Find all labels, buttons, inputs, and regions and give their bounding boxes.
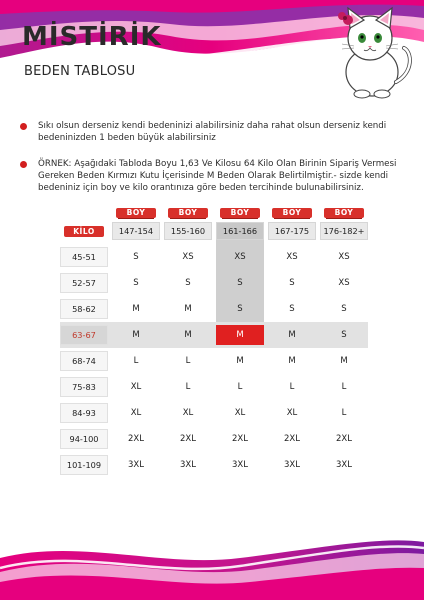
- size-cell: L: [185, 356, 191, 366]
- cat-mascot-icon: [326, 2, 418, 102]
- size-cell: S: [133, 278, 139, 288]
- size-cell: S: [185, 278, 191, 288]
- size-cell: 2XL: [128, 434, 144, 444]
- size-cell: S: [289, 304, 295, 314]
- size-cell: M: [184, 330, 192, 340]
- size-cell: L: [341, 408, 347, 418]
- weight-range-cell: 101-109: [60, 455, 108, 475]
- size-cell: L: [341, 382, 347, 392]
- size-cell: M: [236, 356, 244, 366]
- weight-range-cell: 68-74: [60, 351, 108, 371]
- size-cell: L: [133, 356, 139, 366]
- size-cell: M: [132, 304, 140, 314]
- size-cell: XL: [182, 408, 194, 418]
- boy-badge: BOY: [116, 208, 156, 218]
- size-cell: 3XL: [284, 460, 300, 470]
- size-cell: XL: [286, 408, 298, 418]
- size-cell: S: [237, 278, 243, 288]
- size-cell: M: [132, 330, 140, 340]
- weight-range-cell: 94-100: [60, 429, 108, 449]
- brand-name: MİSTİRİK: [22, 22, 162, 52]
- height-range-header: 147-154: [112, 222, 160, 240]
- size-cell: XS: [182, 252, 194, 262]
- size-cell: M: [288, 356, 296, 366]
- size-cell: XL: [234, 408, 246, 418]
- note-example: [16, 158, 410, 194]
- size-cell: XS: [234, 252, 246, 262]
- size-cell: 3XL: [336, 460, 352, 470]
- page-subtitle: BEDEN TABLOSU: [24, 64, 136, 79]
- bottom-decorative-band: [0, 528, 424, 600]
- size-cell: 2XL: [336, 434, 352, 444]
- weight-range-cell: 84-93: [60, 403, 108, 423]
- size-cell: S: [341, 330, 347, 340]
- kilo-badge: KİLO: [64, 226, 104, 237]
- size-cell: M: [340, 356, 348, 366]
- size-cell: 2XL: [180, 434, 196, 444]
- size-cell: L: [237, 382, 243, 392]
- size-cell: 2XL: [284, 434, 300, 444]
- boy-badge: BOY: [272, 208, 312, 218]
- size-cell: 2XL: [232, 434, 248, 444]
- size-cell: L: [289, 382, 295, 392]
- note-fit: [16, 120, 410, 144]
- red-bullet-icon: [20, 161, 27, 168]
- size-cell: M: [184, 304, 192, 314]
- size-cell: S: [237, 304, 243, 314]
- note-example-text: ÖRNEK: Aşağıdaki Tabloda Boyu 1,63 Ve Kilosu 64 Kilo Olan Birinin Sipariş Vermesi Gereken Beden Kırmızı Kutu İçerisinde M Beden Olarak Belirtilmiştir.- sizde kendi bedeniniz için boy ve kilo orantınıza göre beden tercihinde bulunabilirsiniz.: [38, 159, 397, 193]
- note-fit-text: Sıkı olsun derseniz kendi bedeninizi alabilirsiniz daha rahat olsun derseniz kendi bedeninizden 1 beden büyük alabilirsiniz: [38, 121, 387, 143]
- size-cell: 3XL: [180, 460, 196, 470]
- boy-badge: BOY: [168, 208, 208, 218]
- weight-range-cell: 58-62: [60, 299, 108, 319]
- size-cell: 3XL: [232, 460, 248, 470]
- size-cell: S: [289, 278, 295, 288]
- weight-range-cell: 45-51: [60, 247, 108, 267]
- selected-size-cell: M: [216, 325, 264, 345]
- height-range-header: 176-182+: [320, 222, 368, 240]
- size-cell: XL: [130, 408, 142, 418]
- instructions: [16, 120, 410, 208]
- boy-badge: BOY: [324, 208, 364, 218]
- size-cell: 3XL: [128, 460, 144, 470]
- red-bullet-icon: [20, 123, 27, 130]
- weight-range-cell: 75-83: [60, 377, 108, 397]
- size-cell: L: [185, 382, 191, 392]
- size-cell: XS: [338, 252, 350, 262]
- size-cell: S: [341, 304, 347, 314]
- weight-range-cell: 52-57: [60, 273, 108, 293]
- boy-badge: BOY: [220, 208, 260, 218]
- height-range-header: 155-160: [164, 222, 212, 240]
- height-range-header: 161-166: [216, 222, 264, 240]
- height-range-header: 167-175: [268, 222, 316, 240]
- size-cell: XL: [130, 382, 142, 392]
- size-cell: M: [288, 330, 296, 340]
- size-cell: S: [133, 252, 139, 262]
- size-cell: XS: [338, 278, 350, 288]
- weight-range-cell: 63-67: [60, 325, 108, 345]
- size-cell: XS: [286, 252, 298, 262]
